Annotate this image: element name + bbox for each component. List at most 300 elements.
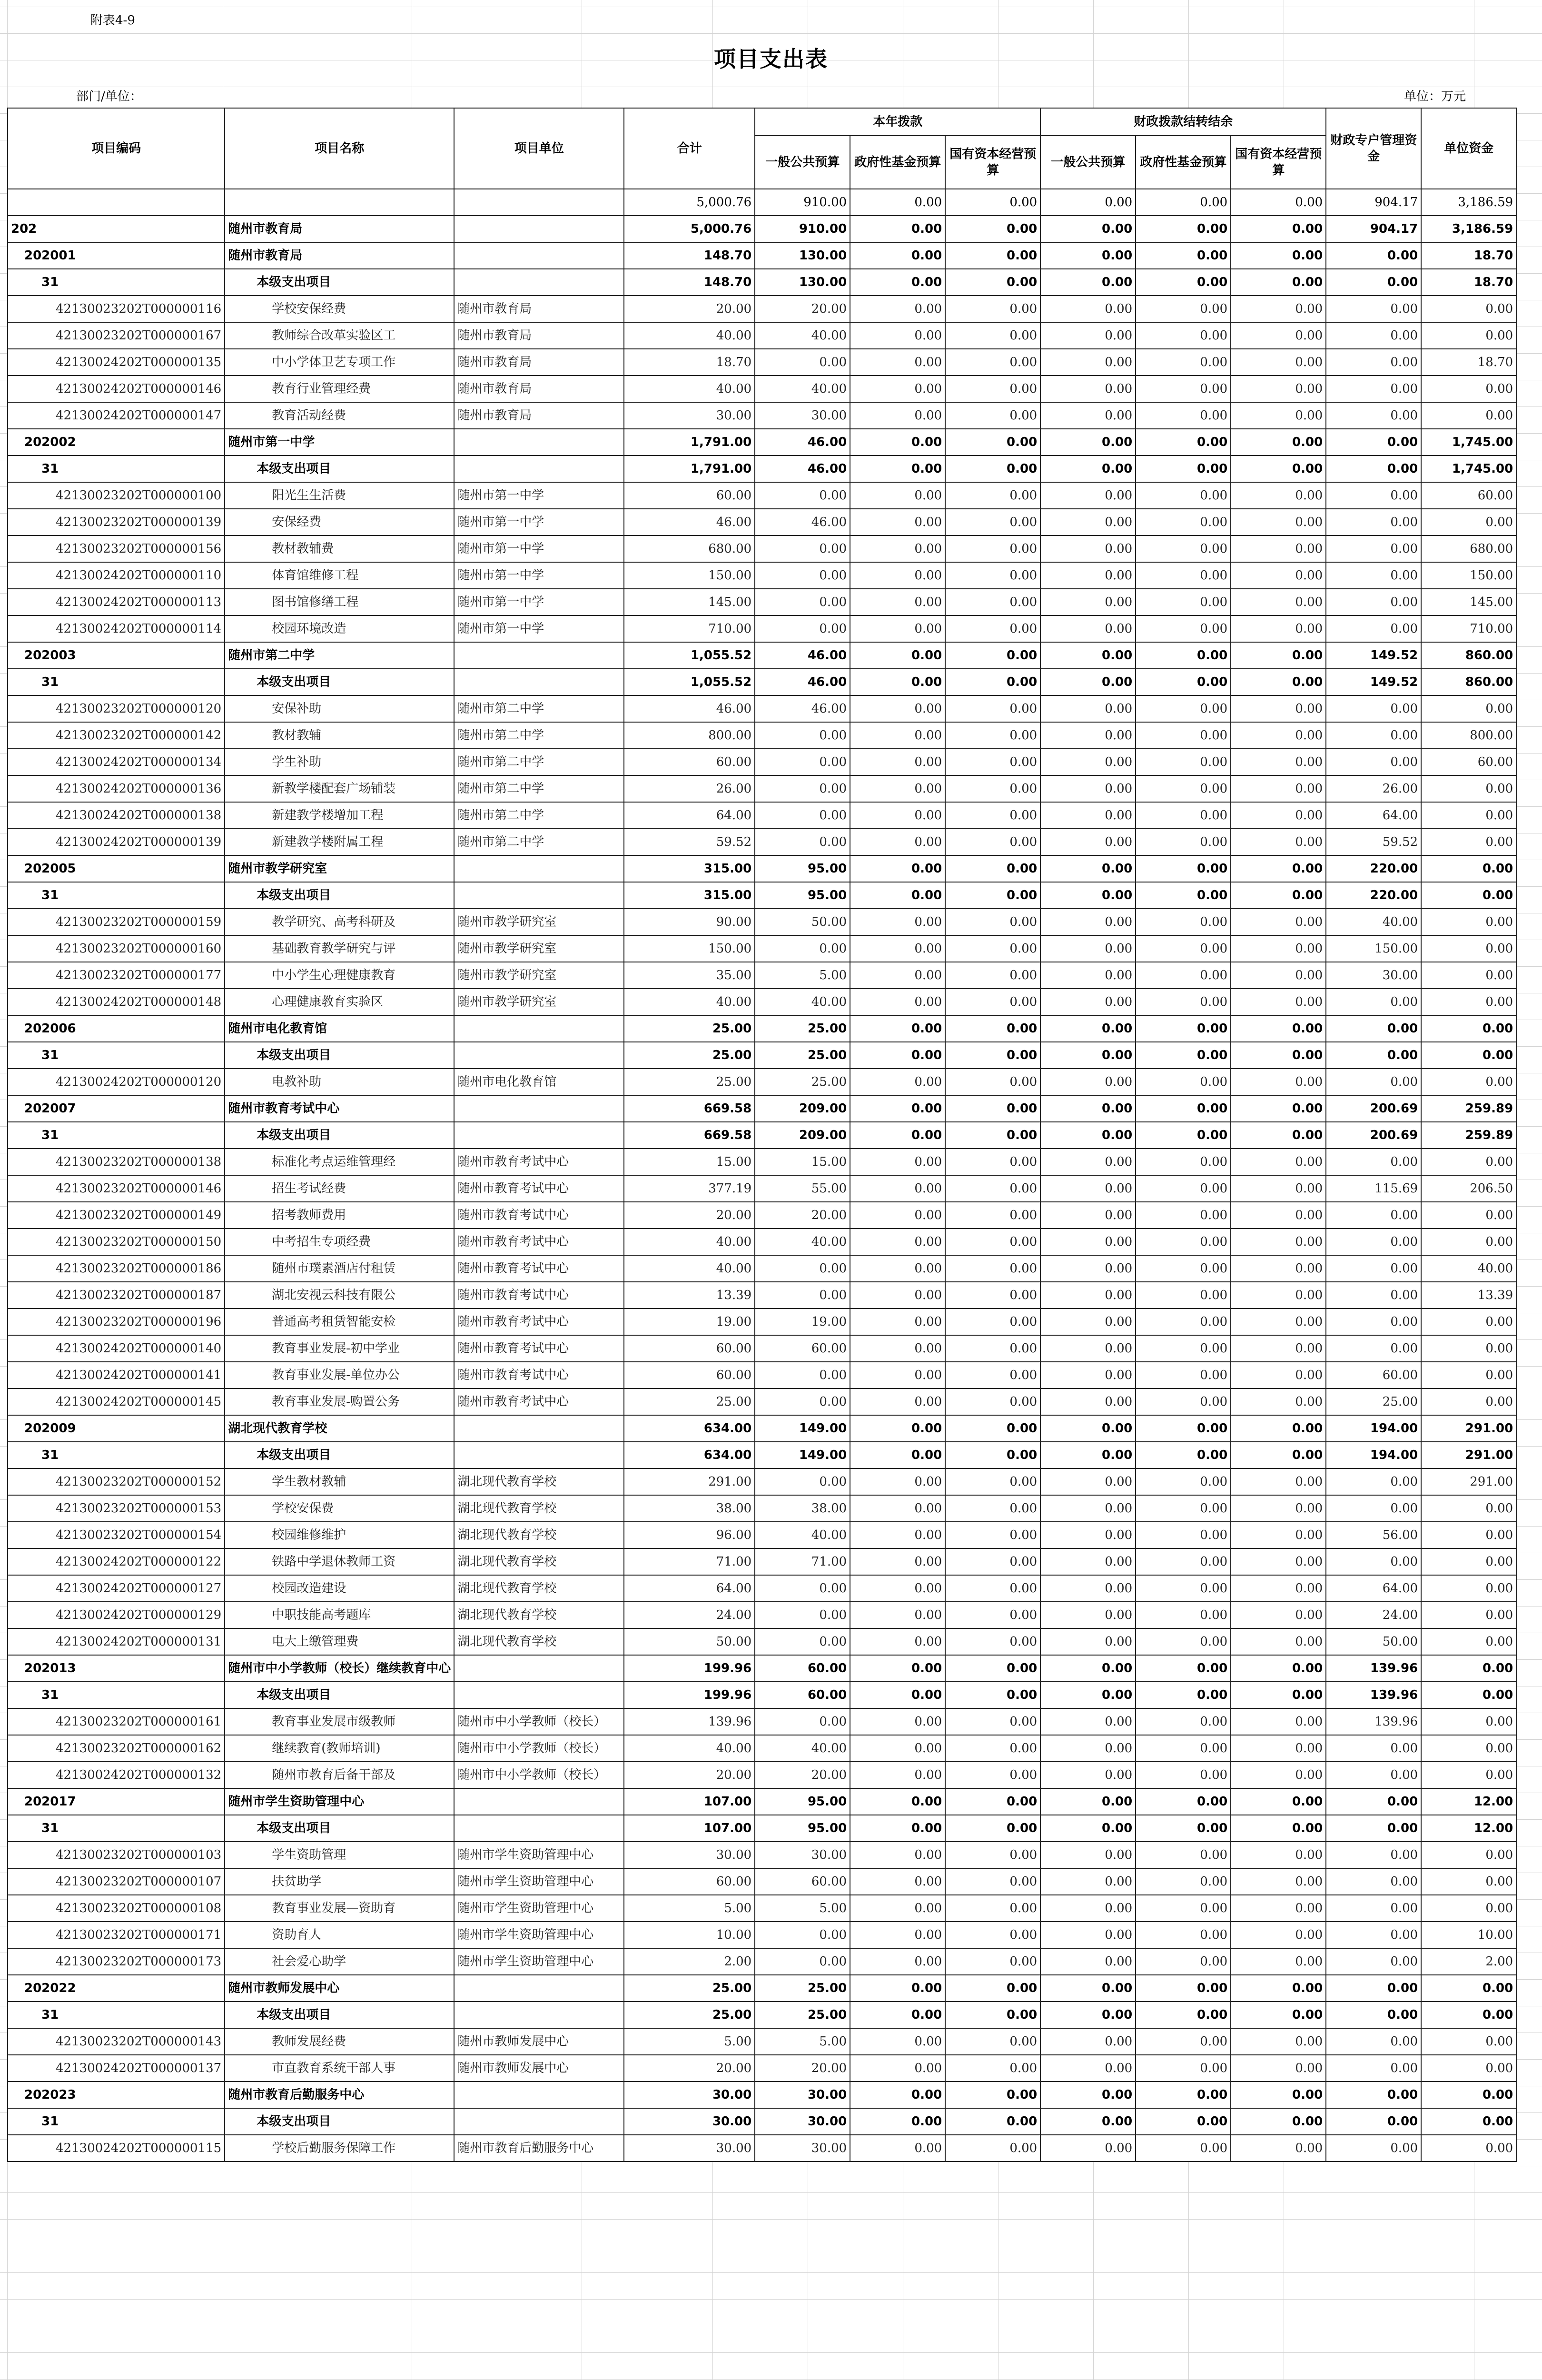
cell-total: 24.00 [624, 1602, 755, 1628]
total-row [8, 189, 1516, 216]
cell-code: 42130023202T000000167 [8, 322, 225, 349]
cell-special: 0.00 [1326, 1975, 1421, 2002]
cell-own: 0.00 [1421, 322, 1516, 349]
cell-capital: 0.00 [945, 1069, 1040, 1095]
cell-total: 139.96 [624, 1708, 755, 1735]
cell-own: 40.00 [1421, 1255, 1516, 1282]
cell-carry-fund: 0.00 [1136, 536, 1231, 562]
cell-fund: 0.00 [850, 1015, 945, 1042]
cell-general: 15.00 [755, 1149, 850, 1175]
cell-total: 18.70 [624, 349, 755, 376]
cell-unit: 随州市教育后勤服务中心 [454, 2135, 624, 2162]
cell-general: 0.00 [755, 1255, 850, 1282]
cell-fund: 0.00 [850, 1655, 945, 1682]
cell-name: 教育事业发展-购置公务 [225, 1388, 454, 1415]
cell-capital: 0.00 [945, 1975, 1040, 2002]
cell-total: 20.00 [624, 296, 755, 322]
cell-own: 0.00 [1421, 1842, 1516, 1868]
cell-special: 200.69 [1326, 1122, 1421, 1149]
cell-code: 42130024202T000000127 [8, 1575, 225, 1602]
group-row [8, 2002, 1516, 2028]
cell-carry-capital: 0.00 [1231, 456, 1326, 482]
cell-total: 13.39 [624, 1282, 755, 1309]
cell-total: 1,055.52 [624, 669, 755, 695]
cell-carry-capital: 0.00 [1231, 1442, 1326, 1468]
cell-total: 1,791.00 [624, 429, 755, 456]
cell-carry-fund: 0.00 [1136, 1762, 1231, 1788]
cell-name: 随州市电化教育馆 [225, 1015, 454, 1042]
cell-code: 42130023202T000000120 [8, 695, 225, 722]
cell-carry-fund: 0.00 [1136, 1229, 1231, 1255]
cell-general: 0.00 [755, 775, 850, 802]
cell-unit: 随州市教育考试中心 [454, 1175, 624, 1202]
cell-special: 220.00 [1326, 855, 1421, 882]
cell-general: 0.00 [755, 1468, 850, 1495]
cell-code: 42130024202T000000136 [8, 775, 225, 802]
cell-total: 35.00 [624, 962, 755, 989]
cell-unit: 随州市教师发展中心 [454, 2055, 624, 2082]
cell-capital: 0.00 [945, 189, 1040, 216]
cell-name: 教材教辅费 [225, 536, 454, 562]
cell-name: 中小学体卫艺专项工作 [225, 349, 454, 376]
header-name: 项目名称 [225, 108, 454, 189]
cell-fund: 0.00 [850, 1682, 945, 1708]
project-row [8, 296, 1516, 322]
cell-carry-fund: 0.00 [1136, 1255, 1231, 1282]
cell-unit [454, 1015, 624, 1042]
cell-name: 普通高考租赁智能安检 [225, 1309, 454, 1335]
cell-total: 40.00 [624, 1229, 755, 1255]
cell-special: 40.00 [1326, 909, 1421, 935]
cell-carry-general: 0.00 [1040, 1095, 1136, 1122]
cell-carry-fund: 0.00 [1136, 1815, 1231, 1842]
cell-own: 0.00 [1421, 829, 1516, 855]
cell-general: 46.00 [755, 429, 850, 456]
cell-capital: 0.00 [945, 829, 1040, 855]
cell-special: 0.00 [1326, 589, 1421, 615]
cell-code: 42130024202T000000145 [8, 1388, 225, 1415]
cell-code: 42130023202T000000138 [8, 1149, 225, 1175]
cell-total: 60.00 [624, 749, 755, 775]
cell-code: 202022 [8, 1975, 225, 2002]
cell-total: 315.00 [624, 882, 755, 909]
cell-total: 60.00 [624, 1362, 755, 1388]
cell-carry-capital: 0.00 [1231, 376, 1326, 402]
cell-capital: 0.00 [945, 402, 1040, 429]
cell-carry-general: 0.00 [1040, 2108, 1136, 2135]
group-row [8, 1682, 1516, 1708]
cell-capital: 0.00 [945, 1495, 1040, 1522]
cell-own: 0.00 [1421, 1495, 1516, 1522]
cell-code: 42130023202T000000116 [8, 296, 225, 322]
cell-carry-general: 0.00 [1040, 909, 1136, 935]
cell-unit: 随州市第二中学 [454, 775, 624, 802]
cell-own: 0.00 [1421, 1042, 1516, 1069]
cell-code: 31 [8, 1122, 225, 1149]
cell-code: 31 [8, 1815, 225, 1842]
cell-carry-general: 0.00 [1040, 216, 1136, 242]
cell-fund: 0.00 [850, 2082, 945, 2108]
cell-own: 0.00 [1421, 1388, 1516, 1415]
cell-own: 1,745.00 [1421, 456, 1516, 482]
cell-name: 随州市教育局 [225, 216, 454, 242]
cell-capital: 0.00 [945, 349, 1040, 376]
cell-total: 30.00 [624, 402, 755, 429]
cell-carry-capital: 0.00 [1231, 989, 1326, 1015]
cell-carry-capital: 0.00 [1231, 1788, 1326, 1815]
cell-fund: 0.00 [850, 935, 945, 962]
cell-special: 0.00 [1326, 322, 1421, 349]
cell-capital: 0.00 [945, 1309, 1040, 1335]
cell-own: 0.00 [1421, 1602, 1516, 1628]
cell-code: 202003 [8, 642, 225, 669]
cell-carry-general: 0.00 [1040, 989, 1136, 1015]
header-sub-carry-fund: 政府性基金预算 [1136, 136, 1231, 189]
project-row [8, 1362, 1516, 1388]
cell-code: 31 [8, 456, 225, 482]
cell-carry-fund: 0.00 [1136, 1175, 1231, 1202]
header-code: 项目编码 [8, 108, 225, 189]
cell-carry-capital: 0.00 [1231, 2108, 1326, 2135]
group-row [8, 269, 1516, 296]
cell-special: 0.00 [1326, 1815, 1421, 1842]
cell-own: 0.00 [1421, 1202, 1516, 1229]
cell-general: 0.00 [755, 482, 850, 509]
cell-special: 0.00 [1326, 349, 1421, 376]
cell-code: 202023 [8, 2082, 225, 2108]
header-own-funds: 单位资金 [1421, 108, 1516, 189]
cell-general: 0.00 [755, 802, 850, 829]
cell-unit: 随州市第一中学 [454, 482, 624, 509]
cell-fund: 0.00 [850, 1229, 945, 1255]
cell-unit [454, 2108, 624, 2135]
cell-unit: 随州市学生资助管理中心 [454, 1922, 624, 1948]
cell-fund: 0.00 [850, 695, 945, 722]
cell-code: 31 [8, 269, 225, 296]
cell-total: 5,000.76 [624, 189, 755, 216]
cell-fund: 0.00 [850, 1149, 945, 1175]
cell-name: 电大上缴管理费 [225, 1628, 454, 1655]
cell-general: 55.00 [755, 1175, 850, 1202]
cell-code: 42130024202T000000140 [8, 1335, 225, 1362]
header-sub-general: 一般公共预算 [755, 136, 850, 189]
cell-carry-capital: 0.00 [1231, 775, 1326, 802]
group-row [8, 1975, 1516, 2002]
cell-carry-fund: 0.00 [1136, 1522, 1231, 1548]
cell-fund: 0.00 [850, 1575, 945, 1602]
cell-special: 0.00 [1326, 1495, 1421, 1522]
cell-total: 30.00 [624, 2135, 755, 2162]
cell-name [225, 189, 454, 216]
cell-capital: 0.00 [945, 2135, 1040, 2162]
cell-fund: 0.00 [850, 1069, 945, 1095]
project-row [8, 1255, 1516, 1282]
cell-fund: 0.00 [850, 2108, 945, 2135]
cell-total: 50.00 [624, 1628, 755, 1655]
cell-capital: 0.00 [945, 1362, 1040, 1388]
cell-carry-fund: 0.00 [1136, 509, 1231, 536]
cell-capital: 0.00 [945, 1335, 1040, 1362]
cell-carry-general: 0.00 [1040, 962, 1136, 989]
cell-unit: 随州市教育考试中心 [454, 1229, 624, 1255]
cell-fund: 0.00 [850, 1042, 945, 1069]
cell-carry-general: 0.00 [1040, 855, 1136, 882]
cell-general: 0.00 [755, 749, 850, 775]
group-row [8, 2082, 1516, 2108]
cell-own: 0.00 [1421, 1548, 1516, 1575]
cell-special: 0.00 [1326, 1069, 1421, 1095]
cell-own: 10.00 [1421, 1922, 1516, 1948]
cell-special: 0.00 [1326, 376, 1421, 402]
project-row [8, 1229, 1516, 1255]
cell-name: 心理健康教育实验区 [225, 989, 454, 1015]
cell-unit [454, 642, 624, 669]
cell-capital: 0.00 [945, 989, 1040, 1015]
cell-total: 10.00 [624, 1922, 755, 1948]
cell-code: 42130024202T000000113 [8, 589, 225, 615]
cell-unit [454, 456, 624, 482]
cell-carry-general: 0.00 [1040, 829, 1136, 855]
cell-special: 0.00 [1326, 749, 1421, 775]
cell-general: 910.00 [755, 189, 850, 216]
cell-unit [454, 2082, 624, 2108]
cell-unit [454, 1415, 624, 1442]
cell-name: 随州市第一中学 [225, 429, 454, 456]
cell-carry-fund: 0.00 [1136, 962, 1231, 989]
cell-total: 59.52 [624, 829, 755, 855]
cell-total: 199.96 [624, 1655, 755, 1682]
cell-general: 40.00 [755, 376, 850, 402]
cell-general: 0.00 [755, 1575, 850, 1602]
cell-carry-capital: 0.00 [1231, 1015, 1326, 1042]
cell-total: 315.00 [624, 855, 755, 882]
cell-unit [454, 1042, 624, 1069]
cell-special: 0.00 [1326, 1229, 1421, 1255]
project-row [8, 1388, 1516, 1415]
cell-total: 5.00 [624, 2028, 755, 2055]
cell-special: 0.00 [1326, 242, 1421, 269]
cell-code: 31 [8, 1042, 225, 1069]
cell-name: 教育事业发展-单位办公 [225, 1362, 454, 1388]
cell-general: 30.00 [755, 2108, 850, 2135]
cell-carry-fund: 0.00 [1136, 1895, 1231, 1922]
cell-code: 42130023202T000000143 [8, 2028, 225, 2055]
cell-own: 291.00 [1421, 1468, 1516, 1495]
cell-general: 19.00 [755, 1309, 850, 1335]
cell-capital: 0.00 [945, 1602, 1040, 1628]
project-row [8, 1175, 1516, 1202]
cell-carry-fund: 0.00 [1136, 402, 1231, 429]
cell-unit: 随州市教学研究室 [454, 935, 624, 962]
cell-fund: 0.00 [850, 1975, 945, 2002]
cell-code: 42130023202T000000103 [8, 1842, 225, 1868]
cell-carry-capital: 0.00 [1231, 1229, 1326, 1255]
cell-carry-fund: 0.00 [1136, 322, 1231, 349]
cell-carry-fund: 0.00 [1136, 935, 1231, 962]
cell-unit: 随州市教育考试中心 [454, 1388, 624, 1415]
project-row [8, 1468, 1516, 1495]
cell-general: 910.00 [755, 216, 850, 242]
cell-capital: 0.00 [945, 1682, 1040, 1708]
cell-fund: 0.00 [850, 669, 945, 695]
cell-capital: 0.00 [945, 1175, 1040, 1202]
cell-code: 42130023202T000000139 [8, 509, 225, 536]
cell-code: 42130024202T000000132 [8, 1762, 225, 1788]
cell-carry-fund: 0.00 [1136, 1735, 1231, 1762]
cell-special: 0.00 [1326, 1042, 1421, 1069]
cell-total: 19.00 [624, 1309, 755, 1335]
cell-carry-general: 0.00 [1040, 775, 1136, 802]
cell-fund: 0.00 [850, 1335, 945, 1362]
cell-carry-capital: 0.00 [1231, 909, 1326, 935]
cell-unit [454, 1788, 624, 1815]
cell-name: 随州市教育考试中心 [225, 1095, 454, 1122]
cell-total: 199.96 [624, 1682, 755, 1708]
cell-unit: 湖北现代教育学校 [454, 1575, 624, 1602]
cell-unit [454, 1442, 624, 1468]
cell-unit [454, 855, 624, 882]
cell-total: 25.00 [624, 1015, 755, 1042]
cell-carry-capital: 0.00 [1231, 2028, 1326, 2055]
cell-carry-capital: 0.00 [1231, 2055, 1326, 2082]
cell-special: 0.00 [1326, 1015, 1421, 1042]
cell-special: 0.00 [1326, 402, 1421, 429]
cell-special: 56.00 [1326, 1522, 1421, 1548]
cell-special: 0.00 [1326, 2082, 1421, 2108]
header-special-account: 财政专户管理资金 [1326, 108, 1421, 189]
cell-total: 20.00 [624, 2055, 755, 2082]
project-row [8, 349, 1516, 376]
cell-unit: 随州市第二中学 [454, 722, 624, 749]
cell-general: 0.00 [755, 829, 850, 855]
cell-fund: 0.00 [850, 829, 945, 855]
cell-carry-fund: 0.00 [1136, 296, 1231, 322]
project-row [8, 989, 1516, 1015]
group-row [8, 1788, 1516, 1815]
cell-carry-capital: 0.00 [1231, 1975, 1326, 2002]
cell-special: 0.00 [1326, 456, 1421, 482]
cell-unit [454, 669, 624, 695]
cell-total: 25.00 [624, 1042, 755, 1069]
cell-special: 0.00 [1326, 1548, 1421, 1575]
cell-capital: 0.00 [945, 749, 1040, 775]
cell-fund: 0.00 [850, 1175, 945, 1202]
cell-special: 30.00 [1326, 962, 1421, 989]
cell-own: 710.00 [1421, 615, 1516, 642]
cell-carry-fund: 0.00 [1136, 216, 1231, 242]
cell-carry-fund: 0.00 [1136, 189, 1231, 216]
cell-special: 0.00 [1326, 1735, 1421, 1762]
cell-unit: 随州市中小学教师（校长） [454, 1762, 624, 1788]
cell-name: 市直教育系统干部人事 [225, 2055, 454, 2082]
cell-special: 139.96 [1326, 1708, 1421, 1735]
cell-fund: 0.00 [850, 1095, 945, 1122]
cell-code: 42130023202T000000150 [8, 1229, 225, 1255]
cell-own: 0.00 [1421, 1015, 1516, 1042]
cell-own: 0.00 [1421, 695, 1516, 722]
cell-code: 42130024202T000000135 [8, 349, 225, 376]
cell-carry-fund: 0.00 [1136, 1442, 1231, 1468]
cell-special: 0.00 [1326, 2002, 1421, 2028]
cell-name: 教材教辅 [225, 722, 454, 749]
cell-capital: 0.00 [945, 1468, 1040, 1495]
group-row [8, 1815, 1516, 1842]
cell-name: 学生补助 [225, 749, 454, 775]
cell-total: 60.00 [624, 482, 755, 509]
cell-fund: 0.00 [850, 536, 945, 562]
group-row [8, 882, 1516, 909]
cell-fund: 0.00 [850, 2135, 945, 2162]
cell-own: 18.70 [1421, 349, 1516, 376]
cell-total: 30.00 [624, 2108, 755, 2135]
cell-fund: 0.00 [850, 189, 945, 216]
cell-general: 25.00 [755, 2002, 850, 2028]
cell-code: 42130023202T000000149 [8, 1202, 225, 1229]
cell-code: 42130024202T000000131 [8, 1628, 225, 1655]
cell-carry-fund: 0.00 [1136, 2002, 1231, 2028]
cell-carry-fund: 0.00 [1136, 1948, 1231, 1975]
cell-carry-general: 0.00 [1040, 1309, 1136, 1335]
cell-carry-general: 0.00 [1040, 1388, 1136, 1415]
cell-carry-general: 0.00 [1040, 402, 1136, 429]
project-row [8, 1335, 1516, 1362]
cell-carry-capital: 0.00 [1231, 189, 1326, 216]
cell-carry-general: 0.00 [1040, 669, 1136, 695]
cell-unit: 随州市第一中学 [454, 589, 624, 615]
cell-fund: 0.00 [850, 456, 945, 482]
cell-carry-capital: 0.00 [1231, 269, 1326, 296]
cell-carry-capital: 0.00 [1231, 1388, 1326, 1415]
cell-name: 中小学生心理健康教育 [225, 962, 454, 989]
cell-total: 15.00 [624, 1149, 755, 1175]
cell-fund: 0.00 [850, 589, 945, 615]
cell-carry-capital: 0.00 [1231, 749, 1326, 775]
cell-own: 0.00 [1421, 1362, 1516, 1388]
cell-general: 0.00 [755, 589, 850, 615]
cell-unit [454, 2002, 624, 2028]
cell-special: 0.00 [1326, 615, 1421, 642]
cell-carry-general: 0.00 [1040, 1602, 1136, 1628]
cell-carry-capital: 0.00 [1231, 669, 1326, 695]
cell-special: 0.00 [1326, 269, 1421, 296]
cell-total: 634.00 [624, 1415, 755, 1442]
cell-general: 30.00 [755, 2082, 850, 2108]
cell-unit: 随州市教育考试中心 [454, 1149, 624, 1175]
cell-total: 26.00 [624, 775, 755, 802]
cell-own: 3,186.59 [1421, 189, 1516, 216]
project-row [8, 1708, 1516, 1735]
cell-carry-general: 0.00 [1040, 1975, 1136, 2002]
project-row [8, 536, 1516, 562]
cell-total: 107.00 [624, 1815, 755, 1842]
cell-own: 1,745.00 [1421, 429, 1516, 456]
project-row [8, 1628, 1516, 1655]
cell-carry-general: 0.00 [1040, 2002, 1136, 2028]
cell-code: 42130023202T000000153 [8, 1495, 225, 1522]
group-row [8, 1042, 1516, 1069]
cell-special: 0.00 [1326, 1895, 1421, 1922]
cell-total: 30.00 [624, 1842, 755, 1868]
annex-label: 附表4-9 [90, 13, 135, 28]
cell-carry-capital: 0.00 [1231, 1415, 1326, 1442]
cell-carry-fund: 0.00 [1136, 1042, 1231, 1069]
cell-unit: 随州市教学研究室 [454, 962, 624, 989]
cell-general: 30.00 [755, 2135, 850, 2162]
cell-fund: 0.00 [850, 429, 945, 456]
cell-own: 0.00 [1421, 882, 1516, 909]
cell-carry-fund: 0.00 [1136, 242, 1231, 269]
cell-name: 新建教学楼附属工程 [225, 829, 454, 855]
